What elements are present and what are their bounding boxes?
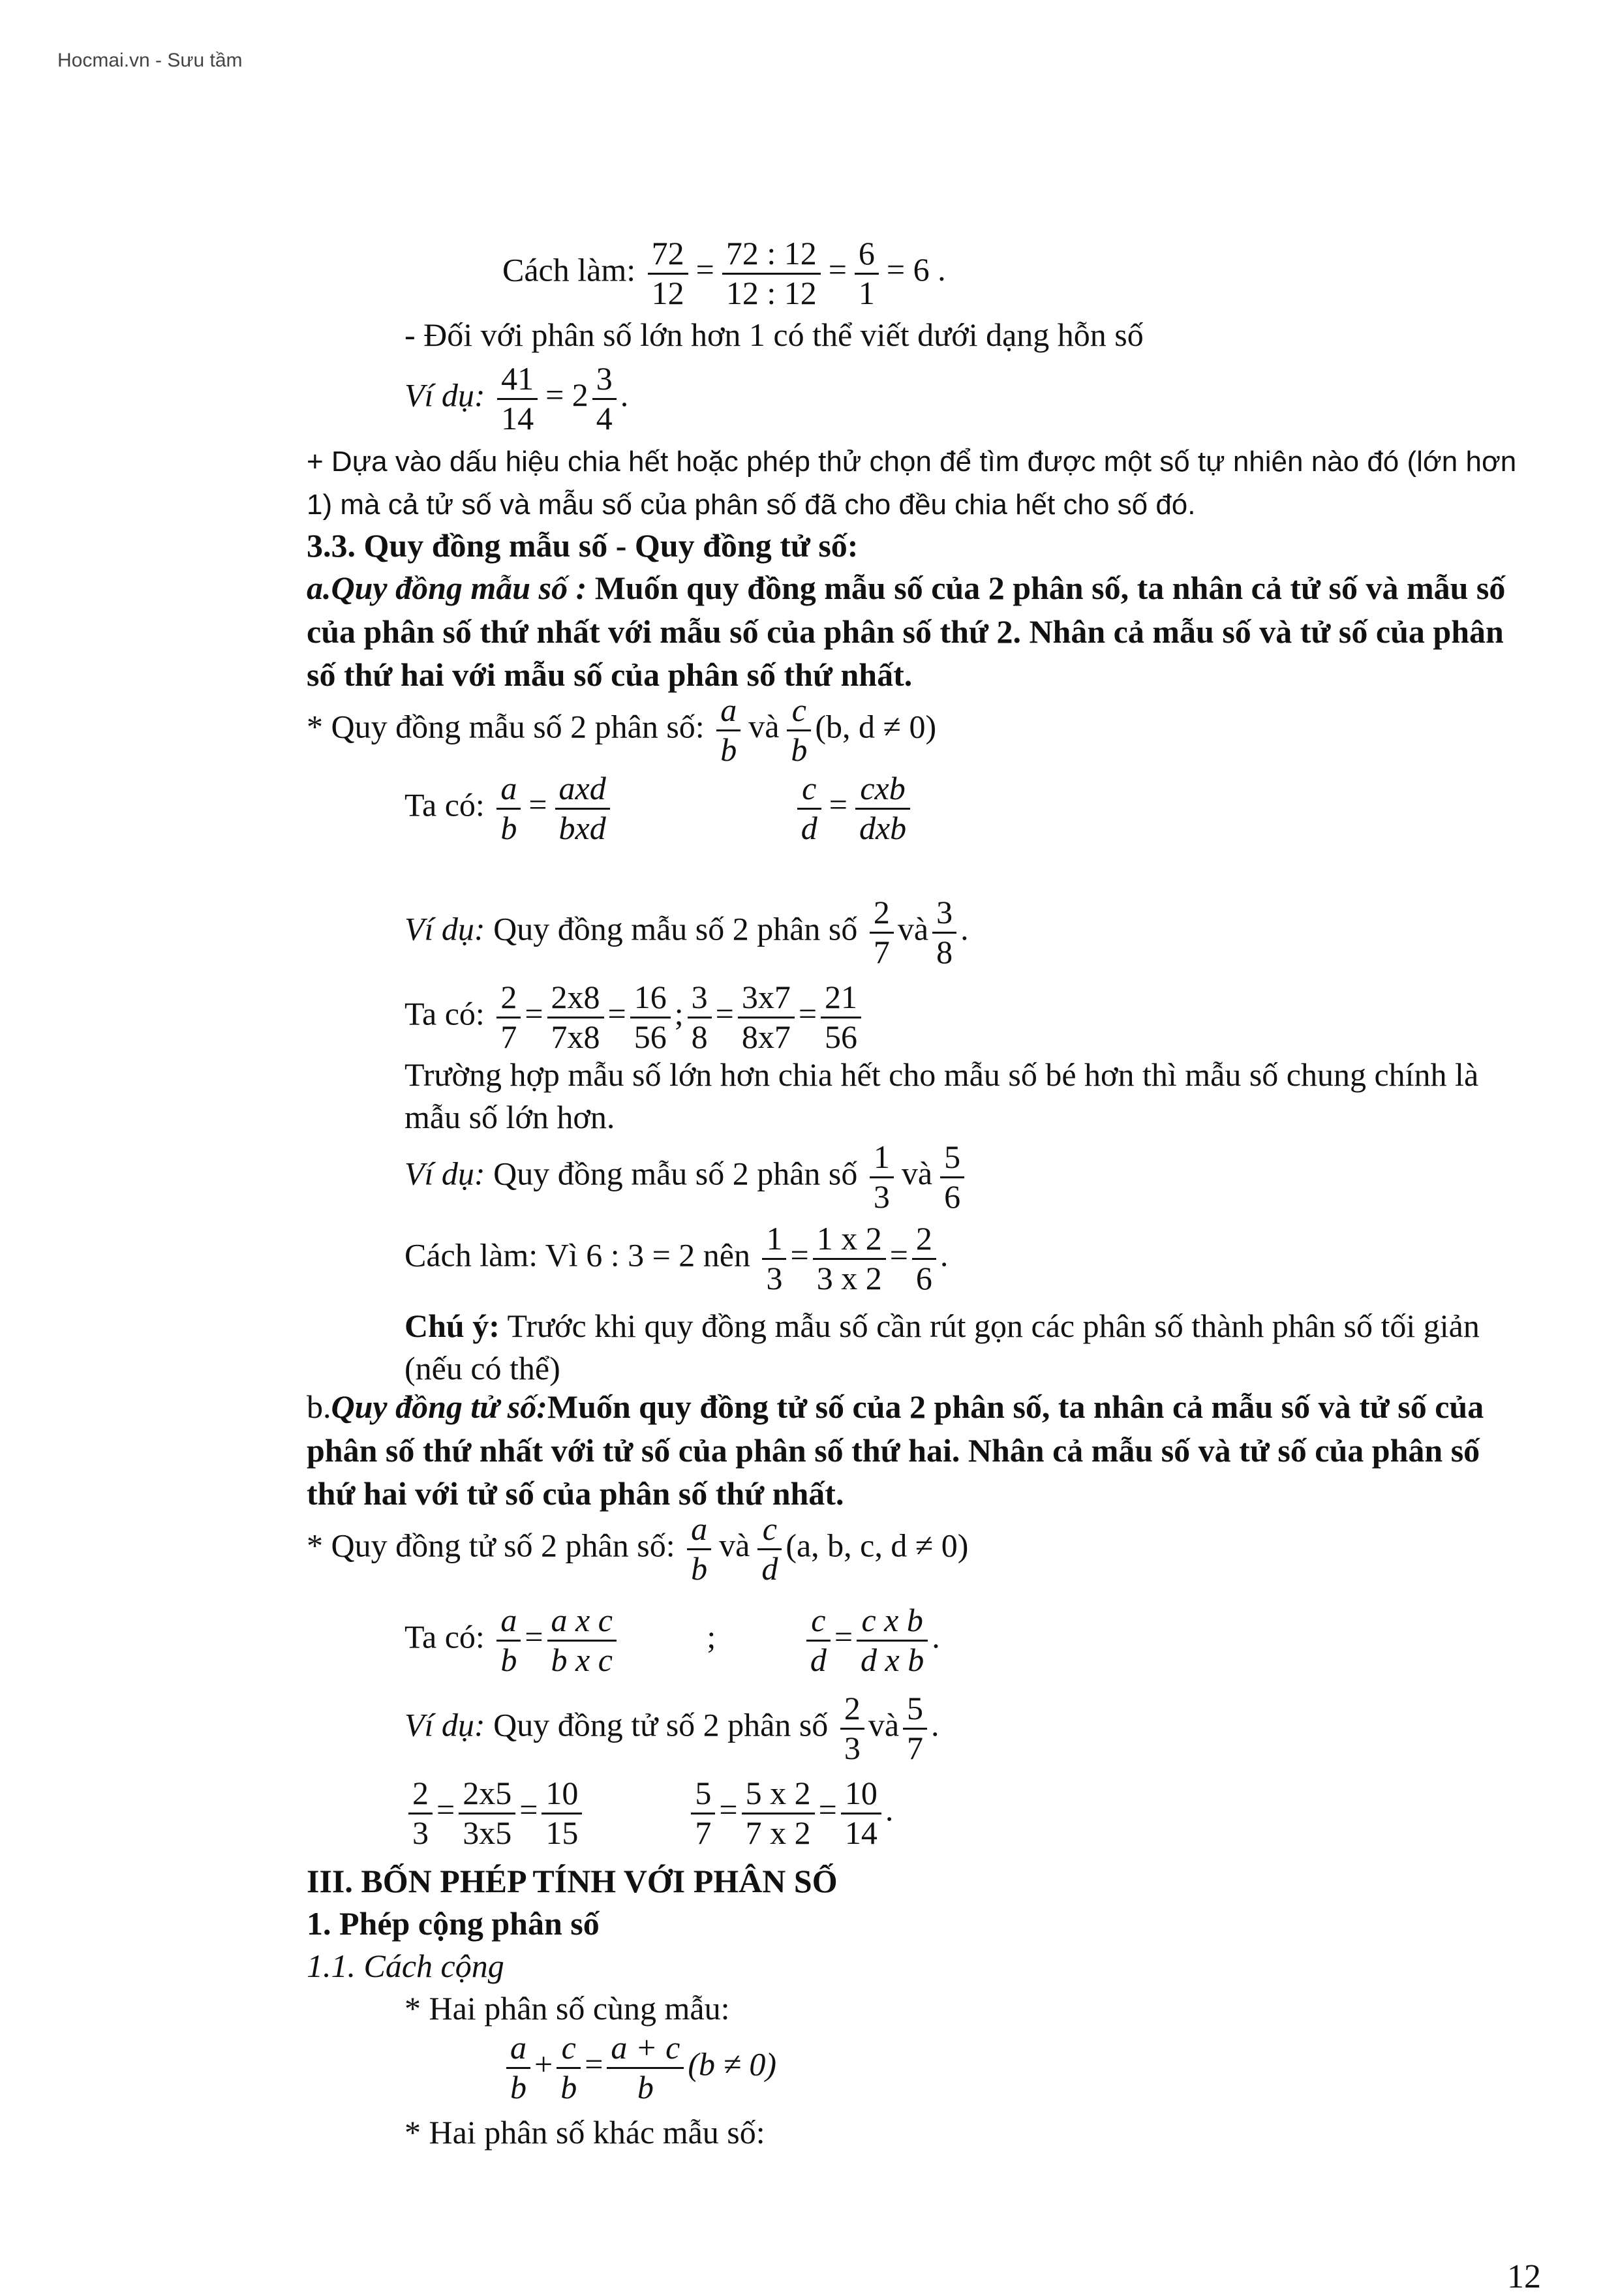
fraction: $\frac{72}{12}$	[648, 235, 688, 312]
fraction: $\frac{2}{7}$	[870, 894, 894, 971]
fraction: $\frac{10}{14}$	[841, 1775, 881, 1852]
example-divisible-denominator: Ví dụ: Quy đồng mẫu số 2 phân số $\frac{1}{3}$ và $\frac{5}{6}$	[404, 1139, 968, 1216]
fraction: $\frac{2x8}{7x8}$	[547, 979, 604, 1056]
fraction: $\frac{1 x 2}{3 x 2}$	[813, 1220, 886, 1297]
example-label: Ví dụ:	[404, 376, 485, 414]
fraction: $\frac{3}{8}$	[932, 894, 956, 971]
common-numerator-rule: b.Quy đồng tử số:Muốn quy đồng tử số của 2 phân số, ta nhân cả mẫu số và tử số của phân số thứ nhất với tử số của phân số thứ hai. Nhân cả mẫu số và tử số của phân số thứ hai với tử số của phân số thứ nhất.	[307, 1388, 1484, 1512]
section-heading-1: 1. Phép cộng phân số	[307, 1905, 600, 1942]
fraction: $\frac{c}{b}$	[557, 2029, 581, 2106]
different-denominator-label: * Hai phân số khác mẫu số:	[404, 2114, 765, 2151]
fraction: $\frac{\text{axd}}{\text{bxd}}$	[555, 770, 610, 847]
same-denominator-formula: $\frac{a}{b}$ + $\frac{c}{b}$ = $\frac{a + c}{b}$ (b ≠ 0)	[502, 2029, 776, 2106]
fraction: $\frac{5}{7}$	[691, 1775, 715, 1852]
fraction: $\frac{10}{15}$	[542, 1775, 582, 1852]
example-divisible-solution: Cách làm: Vì 6 : 3 = 2 nên $\frac{1}{3}$ = $\frac{1 x 2}{3 x 2}$ = $\frac{2}{6}$ .	[404, 1220, 949, 1296]
fraction: $\frac{c}{d}$	[806, 1602, 831, 1679]
chapter-heading-iii: III. BỐN PHÉP TÍNH VỚI PHÂN SỐ	[307, 1863, 838, 1899]
fraction: $\frac{21}{56}$	[821, 979, 861, 1056]
fraction: $\frac{1}{3}$	[762, 1220, 786, 1297]
fraction: $\frac{2}{6}$	[912, 1220, 936, 1297]
section-heading-3-3: 3.3. Quy đồng mẫu số - Quy đồng tử số:	[307, 527, 859, 564]
fraction: $\frac{\text{c x b}}{\text{d x b}}$	[857, 1602, 928, 1679]
fraction: $\frac{a}{b}$	[496, 1602, 521, 1679]
fraction: $\frac{2x5}{3x5}$	[459, 1775, 515, 1852]
fraction: $\frac{3}{8}$	[688, 979, 712, 1056]
fraction: $\frac{c}{b}$	[787, 692, 811, 769]
common-denominator-derivation: Ta có: $\frac{a}{b}$ = $\frac{\text{axd}}{\text{bxd}}$ $\frac{c}{d}$ = $\frac{\text{cxb}}{\text{dxb}}$	[404, 770, 914, 847]
fraction: $\frac{c}{d}$	[797, 770, 821, 847]
fraction: $\frac{2}{3}$	[408, 1775, 433, 1852]
example-common-numerator: Ví dụ: Quy đồng tử số 2 phân số $\frac{2}{3}$ và $\frac{5}{7}$ .	[404, 1690, 939, 1766]
fraction: $\frac{16}{56}$	[630, 979, 671, 1056]
fraction: $\frac{6}{1}$	[855, 235, 879, 312]
mixed-number-note: - Đối với phân số lớn hơn 1 có thể viết dưới dạng hỗn số	[404, 316, 1144, 353]
common-numerator-derivation: Ta có: $\frac{a}{b}$ = $\frac{\text{a x c}}{\text{b x c}}$ ; $\frac{c}{d}$ = $\frac{\text{c x b}}{\text{d x b}}$ .	[404, 1602, 940, 1678]
same-denominator-label: * Hai phân số cùng mẫu:	[404, 1990, 730, 2027]
fraction: $\frac{2}{7}$	[496, 979, 521, 1056]
fraction: $\frac{2}{3}$	[840, 1690, 864, 1767]
example-simplify-line: Cách làm: $\frac{72}{12}$ = $\frac{72 : 12}{12 : 12}$ = $\frac{6}{1}$ = 6 .	[502, 235, 946, 311]
fraction: $\frac{a}{b}$	[687, 1510, 711, 1587]
example-common-denominator-solution: Ta có: $\frac{2}{7}$ = $\frac{2x8}{7x8}$ = $\frac{16}{56}$ ; $\frac{3}{8}$ = $\frac{3x7}{8x7}$ = $\frac{21}{56}$	[404, 979, 865, 1056]
divisibility-note: + Dựa vào dấu hiệu chia hết hoặc phép thử chọn để tìm được một số tự nhiên nào đó (lớn hơn 1) mà cả tử số và mẫu số của phân số đã cho đều chia hết cho số đó.	[307, 446, 1517, 521]
fraction: $\frac{1}{3}$	[870, 1139, 894, 1216]
common-denominator-formula: * Quy đồng mẫu số 2 phân số: $\frac{a}{b}$ và $\frac{c}{b}$ (b, d ≠ 0)	[307, 692, 937, 768]
fraction: $\frac{a + c}{b}$	[607, 2029, 684, 2106]
fraction: $\frac{\text{a x c}}{\text{b x c}}$	[547, 1602, 617, 1679]
fraction: $\frac{5 x 2}{7 x 2}$	[742, 1775, 815, 1852]
fraction: $\frac{3}{4}$	[592, 360, 617, 437]
larger-denominator-note: Trường hợp mẫu số lớn hơn chia hết cho mẫu số bé hơn thì mẫu số chung chính là mẫu số lớn hơn.	[404, 1056, 1479, 1135]
fraction: $\frac{a}{b}$	[506, 2029, 530, 2106]
fraction: $\frac{5}{6}$	[940, 1139, 964, 1216]
common-numerator-formula: * Quy đồng tử số 2 phân số: $\frac{a}{b}$ và $\frac{c}{d}$ (a, b, c, d ≠ 0)	[307, 1510, 969, 1587]
subsection-heading-1-1: 1.1. Cách cộng	[307, 1948, 504, 1984]
fraction: $\frac{3x7}{8x7}$	[738, 979, 795, 1056]
fraction: $\frac{\text{cxb}}{\text{dxb}}$	[855, 770, 910, 847]
fraction: $\frac{a}{b}$	[496, 770, 521, 847]
common-denominator-rule: a.Quy đồng mẫu số : Muốn quy đồng mẫu số của 2 phân số, ta nhân cả tử số và mẫu số của phân số thứ nhất với mẫu số của phân số thứ 2. Nhân cả mẫu số và tử số của phân số thứ hai với mẫu số của phân số thứ nhất.	[307, 570, 1506, 693]
page-number: 12	[1507, 2258, 1541, 2295]
example-mixed-number: Ví dụ: $\frac{41}{14}$ = 2 $\frac{3}{4}$ .	[404, 360, 629, 436]
method-label: Cách làm:	[502, 251, 636, 288]
note-simplify-first: Chú ý: Trước khi quy đồng mẫu số cần rút gọn các phân số thành phân số tối giản (nếu có thể)	[404, 1308, 1480, 1386]
page-header: Hocmai.vn - Sưu tầm	[57, 50, 243, 71]
fraction: $\frac{c}{d}$	[757, 1510, 782, 1587]
fraction: $\frac{72 : 12}{12 : 12}$	[722, 235, 821, 312]
example-common-numerator-solution: $\frac{2}{3}$ = $\frac{2x5}{3x5}$ = $\frac{10}{15}$ $\frac{5}{7}$ = $\frac{5 x 2}{7 x 2}$ = $\frac{10}{14}$ .	[404, 1775, 893, 1852]
fraction: $\frac{a}{b}$	[716, 692, 740, 769]
example-common-denominator: Ví dụ: Quy đồng mẫu số 2 phân số $\frac{2}{7}$ và $\frac{3}{8}$ .	[404, 894, 969, 970]
fraction: $\frac{5}{7}$	[903, 1690, 927, 1767]
fraction: $\frac{41}{14}$	[497, 360, 538, 437]
